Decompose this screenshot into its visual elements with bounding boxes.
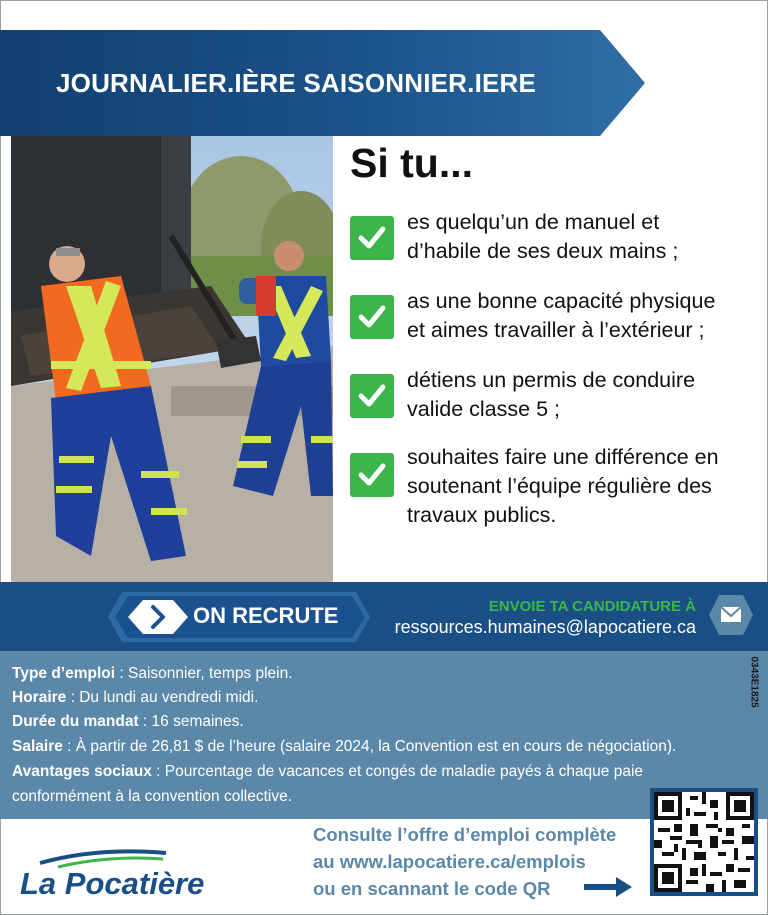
workers-photo <box>11 136 333 582</box>
detail-benefits-cont: conformément à la convention collective. <box>12 788 293 805</box>
requirement-text: souhaites faire une différence en soutenant l’équipe régulière des travaux publics. <box>407 445 719 527</box>
requirement-text: es quelqu’un de manuel et d’habile de ses deux mains ; <box>407 210 679 263</box>
recruit-label: ON RECRUTE <box>193 603 339 628</box>
requirement-text: détiens un permis de conduire valide classe 5 ; <box>407 368 696 421</box>
header-ribbon <box>0 30 645 136</box>
intro-heading: Si tu... <box>350 140 473 186</box>
qr-code[interactable] <box>650 788 758 896</box>
arrow-right-icon <box>584 877 632 897</box>
mail-icon <box>708 594 754 636</box>
requirement-text: as une bonne capacité physique et aimes travailler à l’extérieur ; <box>407 289 716 342</box>
detail-duration: Durée du mandat : 16 semaines. <box>12 713 244 730</box>
city-logo: La Pocatière <box>20 866 205 901</box>
check-icon <box>350 216 394 260</box>
detail-type: Type d’emploi : Saisonnier, temps plein. <box>12 665 293 682</box>
detail-benefits: Avantages sociaux : Pourcentage de vacances et congés de maladie payés à chaque paie <box>12 763 644 780</box>
page-title: JOURNALIER.IÈRE SAISONNIER.IERE <box>56 68 537 98</box>
side-code: 0343E1825 <box>748 656 760 708</box>
cta-line-1: Consulte l’offre d’emploi complète <box>313 824 617 845</box>
check-icon <box>350 374 394 418</box>
detail-salary: Salaire : À partir de 26,81 $ de l’heure (salaire 2024, la Convention est en cours de négociation). <box>12 738 677 755</box>
cta-line-3: ou en scannant le code QR <box>313 878 551 899</box>
cta-line-2[interactable]: au www.lapocatiere.ca/emplois <box>313 851 586 872</box>
check-icon <box>350 295 394 339</box>
qr-pattern <box>654 792 754 892</box>
email-link[interactable]: ressources.humaines@lapocatiere.ca <box>394 617 696 637</box>
check-icon <box>350 453 394 497</box>
apply-label: ENVOIE TA CANDIDATURE À <box>488 598 696 615</box>
detail-schedule: Horaire : Du lundi au vendredi midi. <box>12 689 259 706</box>
